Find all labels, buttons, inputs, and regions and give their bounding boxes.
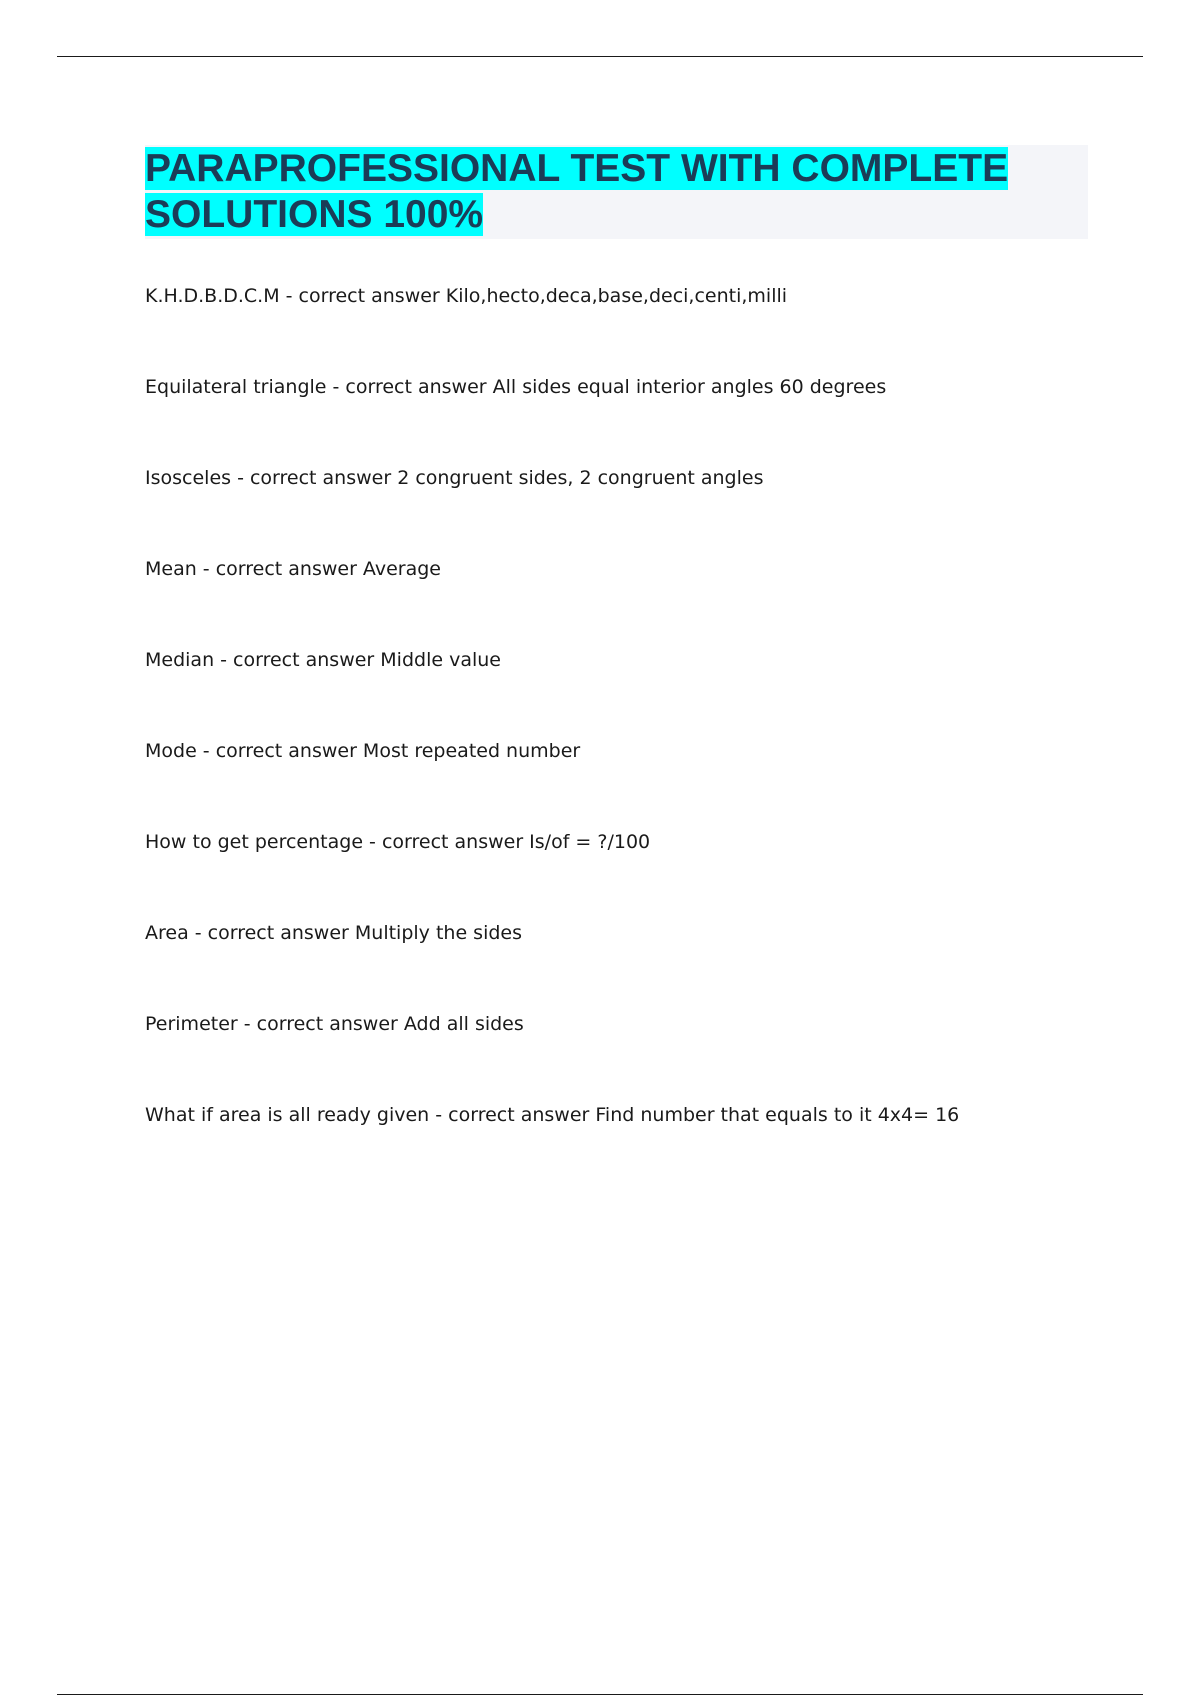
qa-item: Mode - correct answer Most repeated number	[145, 740, 581, 762]
qa-list	[145, 282, 1095, 1192]
title-block	[145, 145, 1088, 239]
qa-item: K.H.D.B.D.C.M - correct answer Kilo,hecto,deca,base,deci,centi,milli	[145, 285, 788, 307]
page-title	[145, 145, 1088, 238]
title-line-1: PARAPROFESSIONAL TEST WITH COMPLETE	[145, 147, 1009, 190]
qa-item: Median - correct answer Middle value	[145, 649, 501, 671]
header-rule	[57, 56, 1143, 57]
qa-item: How to get percentage - correct answer Is/of = ?/100	[145, 831, 651, 853]
qa-item: What if area is all ready given - correct answer Find number that equals to it 4x4= 16	[145, 1104, 960, 1126]
qa-item: Perimeter - correct answer Add all sides	[145, 1013, 524, 1035]
qa-item: Area - correct answer Multiply the sides	[145, 922, 523, 944]
title-line-2: SOLUTIONS 100%	[145, 193, 484, 236]
qa-item: Mean - correct answer Average	[145, 558, 441, 580]
qa-item: Isosceles - correct answer 2 congruent sides, 2 congruent angles	[145, 467, 764, 489]
footer-rule	[57, 1694, 1143, 1695]
qa-item: Equilateral triangle - correct answer All sides equal interior angles 60 degrees	[145, 376, 887, 398]
